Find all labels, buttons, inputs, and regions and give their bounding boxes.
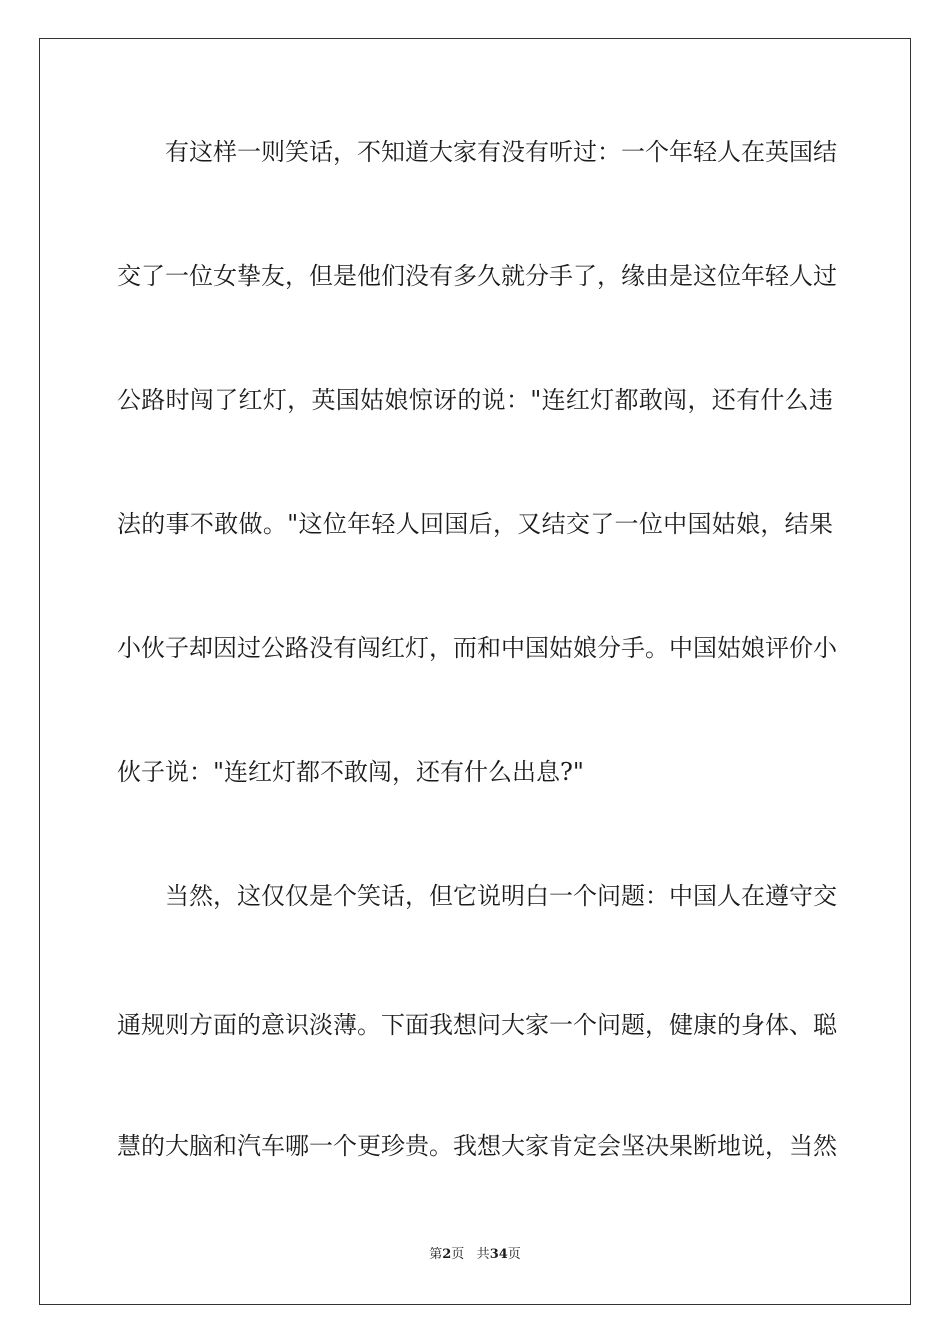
- page-prefix: 第: [429, 1247, 443, 1262]
- total-pages: 34: [489, 1247, 508, 1262]
- paragraph-1-line-5: 小伙子却因过公路没有闯红灯，而和中国姑娘分手。中国姑娘评价小: [117, 634, 837, 662]
- page-number: 2: [442, 1247, 452, 1262]
- paragraph-1-line-1: 有这样一则笑话，不知道大家有没有听过：一个年轻人在英国结: [165, 138, 837, 166]
- total-prefix: 共: [476, 1247, 490, 1262]
- paragraph-1-line-2: 交了一位女挚友，但是他们没有多久就分手了，缘由是这位年轻人过: [117, 262, 837, 290]
- total-suffix: 页: [507, 1247, 521, 1262]
- paragraph-2-line-1: 当然，这仅仅是个笑话，但它说明白一个问题：中国人在遵守交: [165, 882, 837, 910]
- paragraph-1-line-3: 公路时闯了红灯，英国姑娘惊讶的说："连红灯都敢闯，还有什么违: [117, 386, 833, 414]
- paragraph-2-line-3: 慧的大脑和汽车哪一个更珍贵。我想大家肯定会坚决果断地说，当然: [117, 1132, 837, 1160]
- paragraph-2-line-2: 通规则方面的意识淡薄。下面我想问大家一个问题，健康的身体、聪: [117, 1011, 837, 1039]
- page-footer: [0, 1246, 950, 1264]
- page-suffix: 页: [451, 1247, 465, 1262]
- paragraph-1-line-6: 伙子说："连红灯都不敢闯，还有什么出息?": [117, 758, 584, 786]
- paragraph-1-line-4: 法的事不敢做。"这位年轻人回国后，又结交了一位中国姑娘，结果: [117, 510, 833, 538]
- page-border: [39, 38, 911, 1305]
